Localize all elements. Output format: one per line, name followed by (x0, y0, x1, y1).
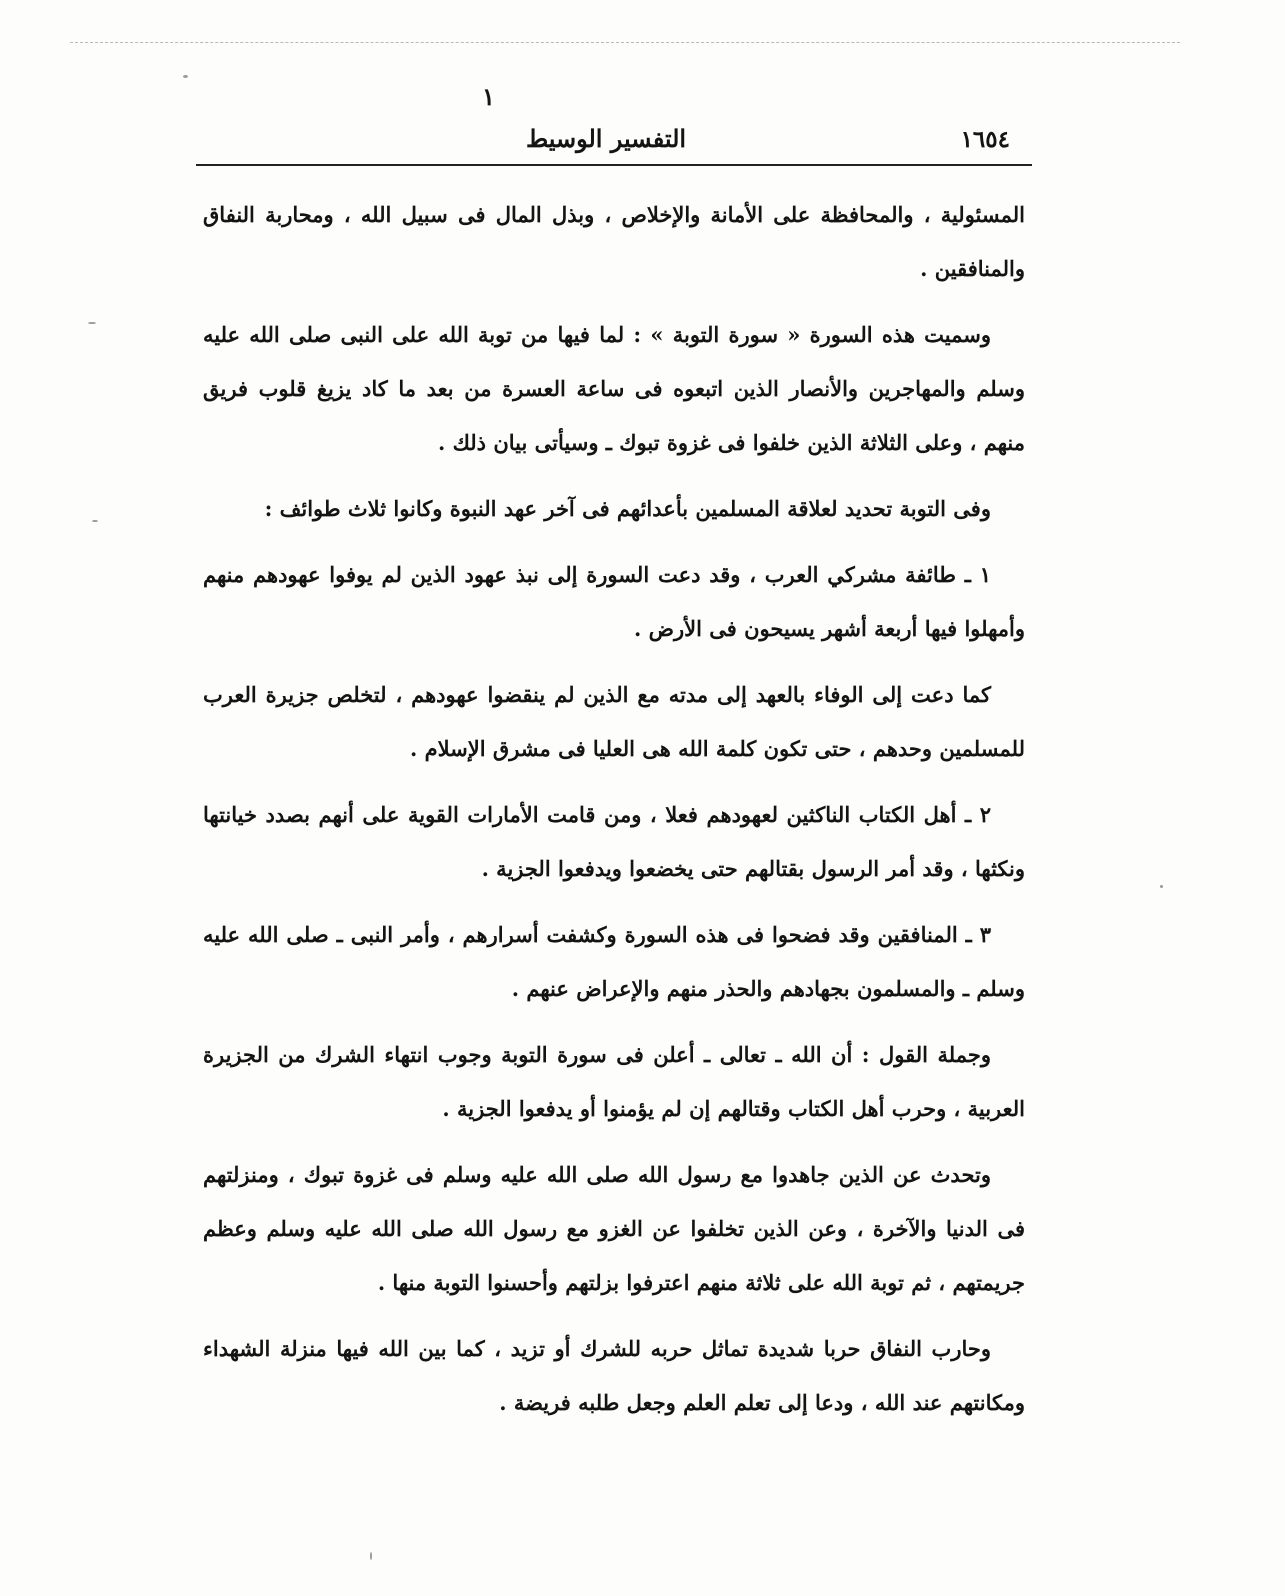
paragraph: وحارب النفاق حربا شديدة تماثل حربه للشرك أو تزيد ، كما بين الله فيها منزلة الشهداء ومكانتهم عند الله ، ودعا إلى تعلم العلم وجعل طلبه فريضة . (203, 1336, 1025, 1415)
paragraph: وجملة القول : أن الله ـ تعالى ـ أعلن فى سورة التوبة وجوب انتهاء الشرك من الجزيرة العربية ، وحرب أهل الكتاب وقتالهم إن لم يؤمنوا أو يدفعوا الجزية . (203, 1042, 1025, 1121)
header-rule (196, 164, 1032, 166)
scan-speck (88, 322, 96, 324)
page-number: ١٦٥٤ (960, 126, 1010, 153)
paragraph: ١ ـ طائفة مشركي العرب ، وقد دعت السورة إلى نبذ عهود الذين لم يوفوا عهودهم منهم وأمهلوا فيها أربعة أشهر يسيحون فى الأرض . (203, 562, 1025, 641)
scan-edge-line (70, 42, 1180, 43)
scan-speck (370, 1552, 372, 1560)
paragraph: كما دعت إلى الوفاء بالعهد إلى مدته مع الذين لم ينقضوا عهودهم ، لتخلص جزيرة العرب للمسلمين وحدهم ، حتى تكون كلمة الله هى العليا فى مشرق الإسلام . (203, 682, 1025, 761)
scan-speck (183, 75, 188, 78)
paragraph: المسئولية ، والمحافظة على الأمانة والإخلاص ، وبذل المال فى سبيل الله ، ومحاربة النفاق والمنافقين . (203, 202, 1025, 281)
body-text (203, 188, 1025, 1442)
paragraph: ٣ ـ المنافقين وقد فضحوا فى هذه السورة وكشفت أسرارهم ، وأمر النبى ـ صلى الله عليه وسلم ـ والمسلمون بجهادهم والحذر منهم والإعراض عنهم . (203, 922, 1025, 1001)
scan-speck (1160, 885, 1163, 888)
scan-speck (92, 520, 98, 522)
paragraph: وتحدث عن الذين جاهدوا مع رسول الله صلى الله عليه وسلم فى غزوة تبوك ، ومنزلتهم فى الدنيا والآخرة ، وعن الذين تخلفوا عن الغزو مع رسول الله صلى الله عليه وسلم وعظم جريمتهم ، ثم توبة الله على ثلاثة منهم اعترفوا بزلتهم وأحسنوا التوبة منها . (203, 1162, 1025, 1295)
section-marker: ١ (482, 82, 495, 111)
paragraph: وسميت هذه السورة « سورة التوبة » : لما فيها من توبة الله على النبى صلى الله عليه وسلم والمهاجرين والأنصار الذين اتبعوه فى ساعة العسرة من بعد ما كاد يزيغ قلوب فريق منهم ، وعلى الثلاثة الذين خلفوا فى غزوة تبوك ـ وسيأتى بيان ذلك . (203, 322, 1025, 455)
running-header (196, 118, 1032, 164)
book-title: التفسير الوسيط (525, 124, 687, 153)
paragraph: وفى التوبة تحديد لعلاقة المسلمين بأعدائهم فى آخر عهد النبوة وكانوا ثلاث طوائف : (264, 496, 991, 521)
paragraph: ٢ ـ أهل الكتاب الناكثين لعهودهم فعلا ، ومن قامت الأمارات القوية على أنهم بصدد خيانتها ونكثها ، وقد أمر الرسول بقتالهم حتى يخضعوا ويدفعوا الجزية . (203, 802, 1025, 881)
